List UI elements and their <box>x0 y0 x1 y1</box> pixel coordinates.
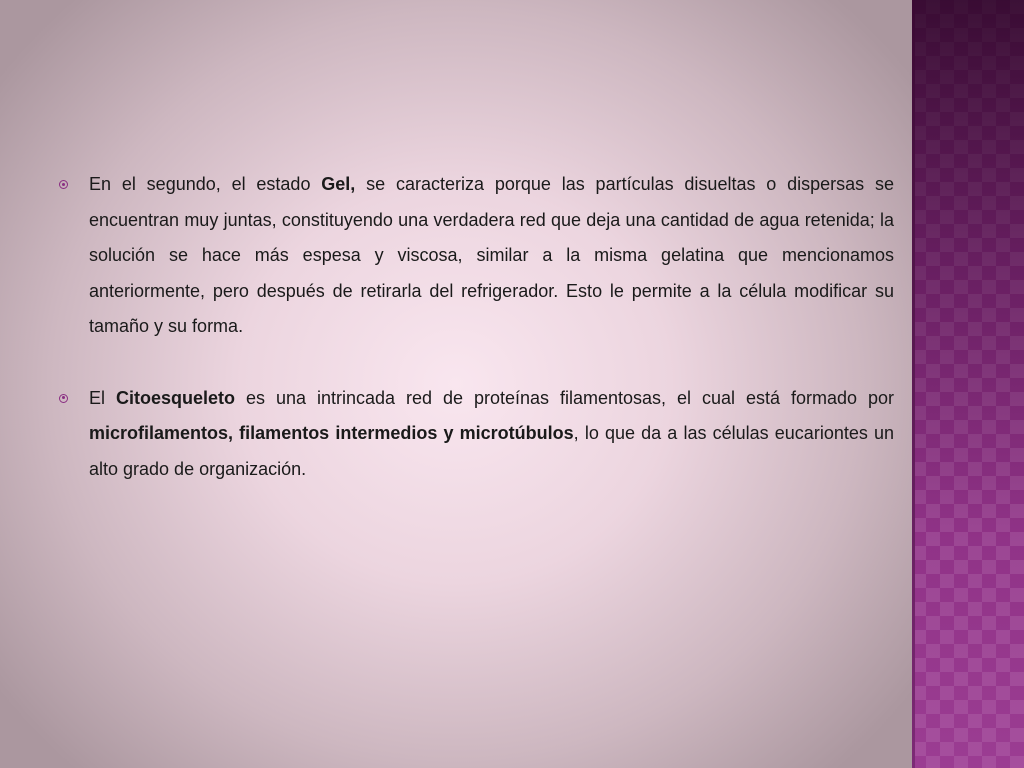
bold-term-citoesqueleto: Citoesqueleto <box>115 387 235 408</box>
bullet-text <box>89 174 894 336</box>
side-band-edge <box>912 0 915 768</box>
text-segment: El <box>89 387 116 408</box>
bold-term-gel: Gel, <box>321 174 356 194</box>
slide-body <box>58 167 894 487</box>
circle-bullet-icon <box>59 180 68 189</box>
bold-term-filaments: microfilamentos, filamentos intermedios y microtúbulos <box>89 423 574 443</box>
text-segment: , lo que da a las células eucariontes un alto grado de organización. <box>89 423 895 479</box>
bullet-text <box>89 388 894 479</box>
decorative-side-band <box>912 0 1024 768</box>
text-segment: es una intrincada red de proteínas filamentosas, el cual está formado por <box>235 387 894 408</box>
bullet-item-citoesqueleto <box>58 381 894 488</box>
text-segment: En el segundo, el estado <box>89 174 322 194</box>
circle-bullet-icon <box>59 394 68 403</box>
text-segment: se caracteriza porque las partículas disueltas o dispersas se encuentran muy juntas, constituyendo una verdadera red que deja una cantidad de agua retenida; la solución se hace más espesa y viscosa, similar a la misma gelatina que mencionamos anteriormente, pero después de retirarla del refrigerador. Esto le permite a la célula modificar su tamaño y su forma. <box>89 174 895 336</box>
bullet-item-gel <box>58 167 894 345</box>
